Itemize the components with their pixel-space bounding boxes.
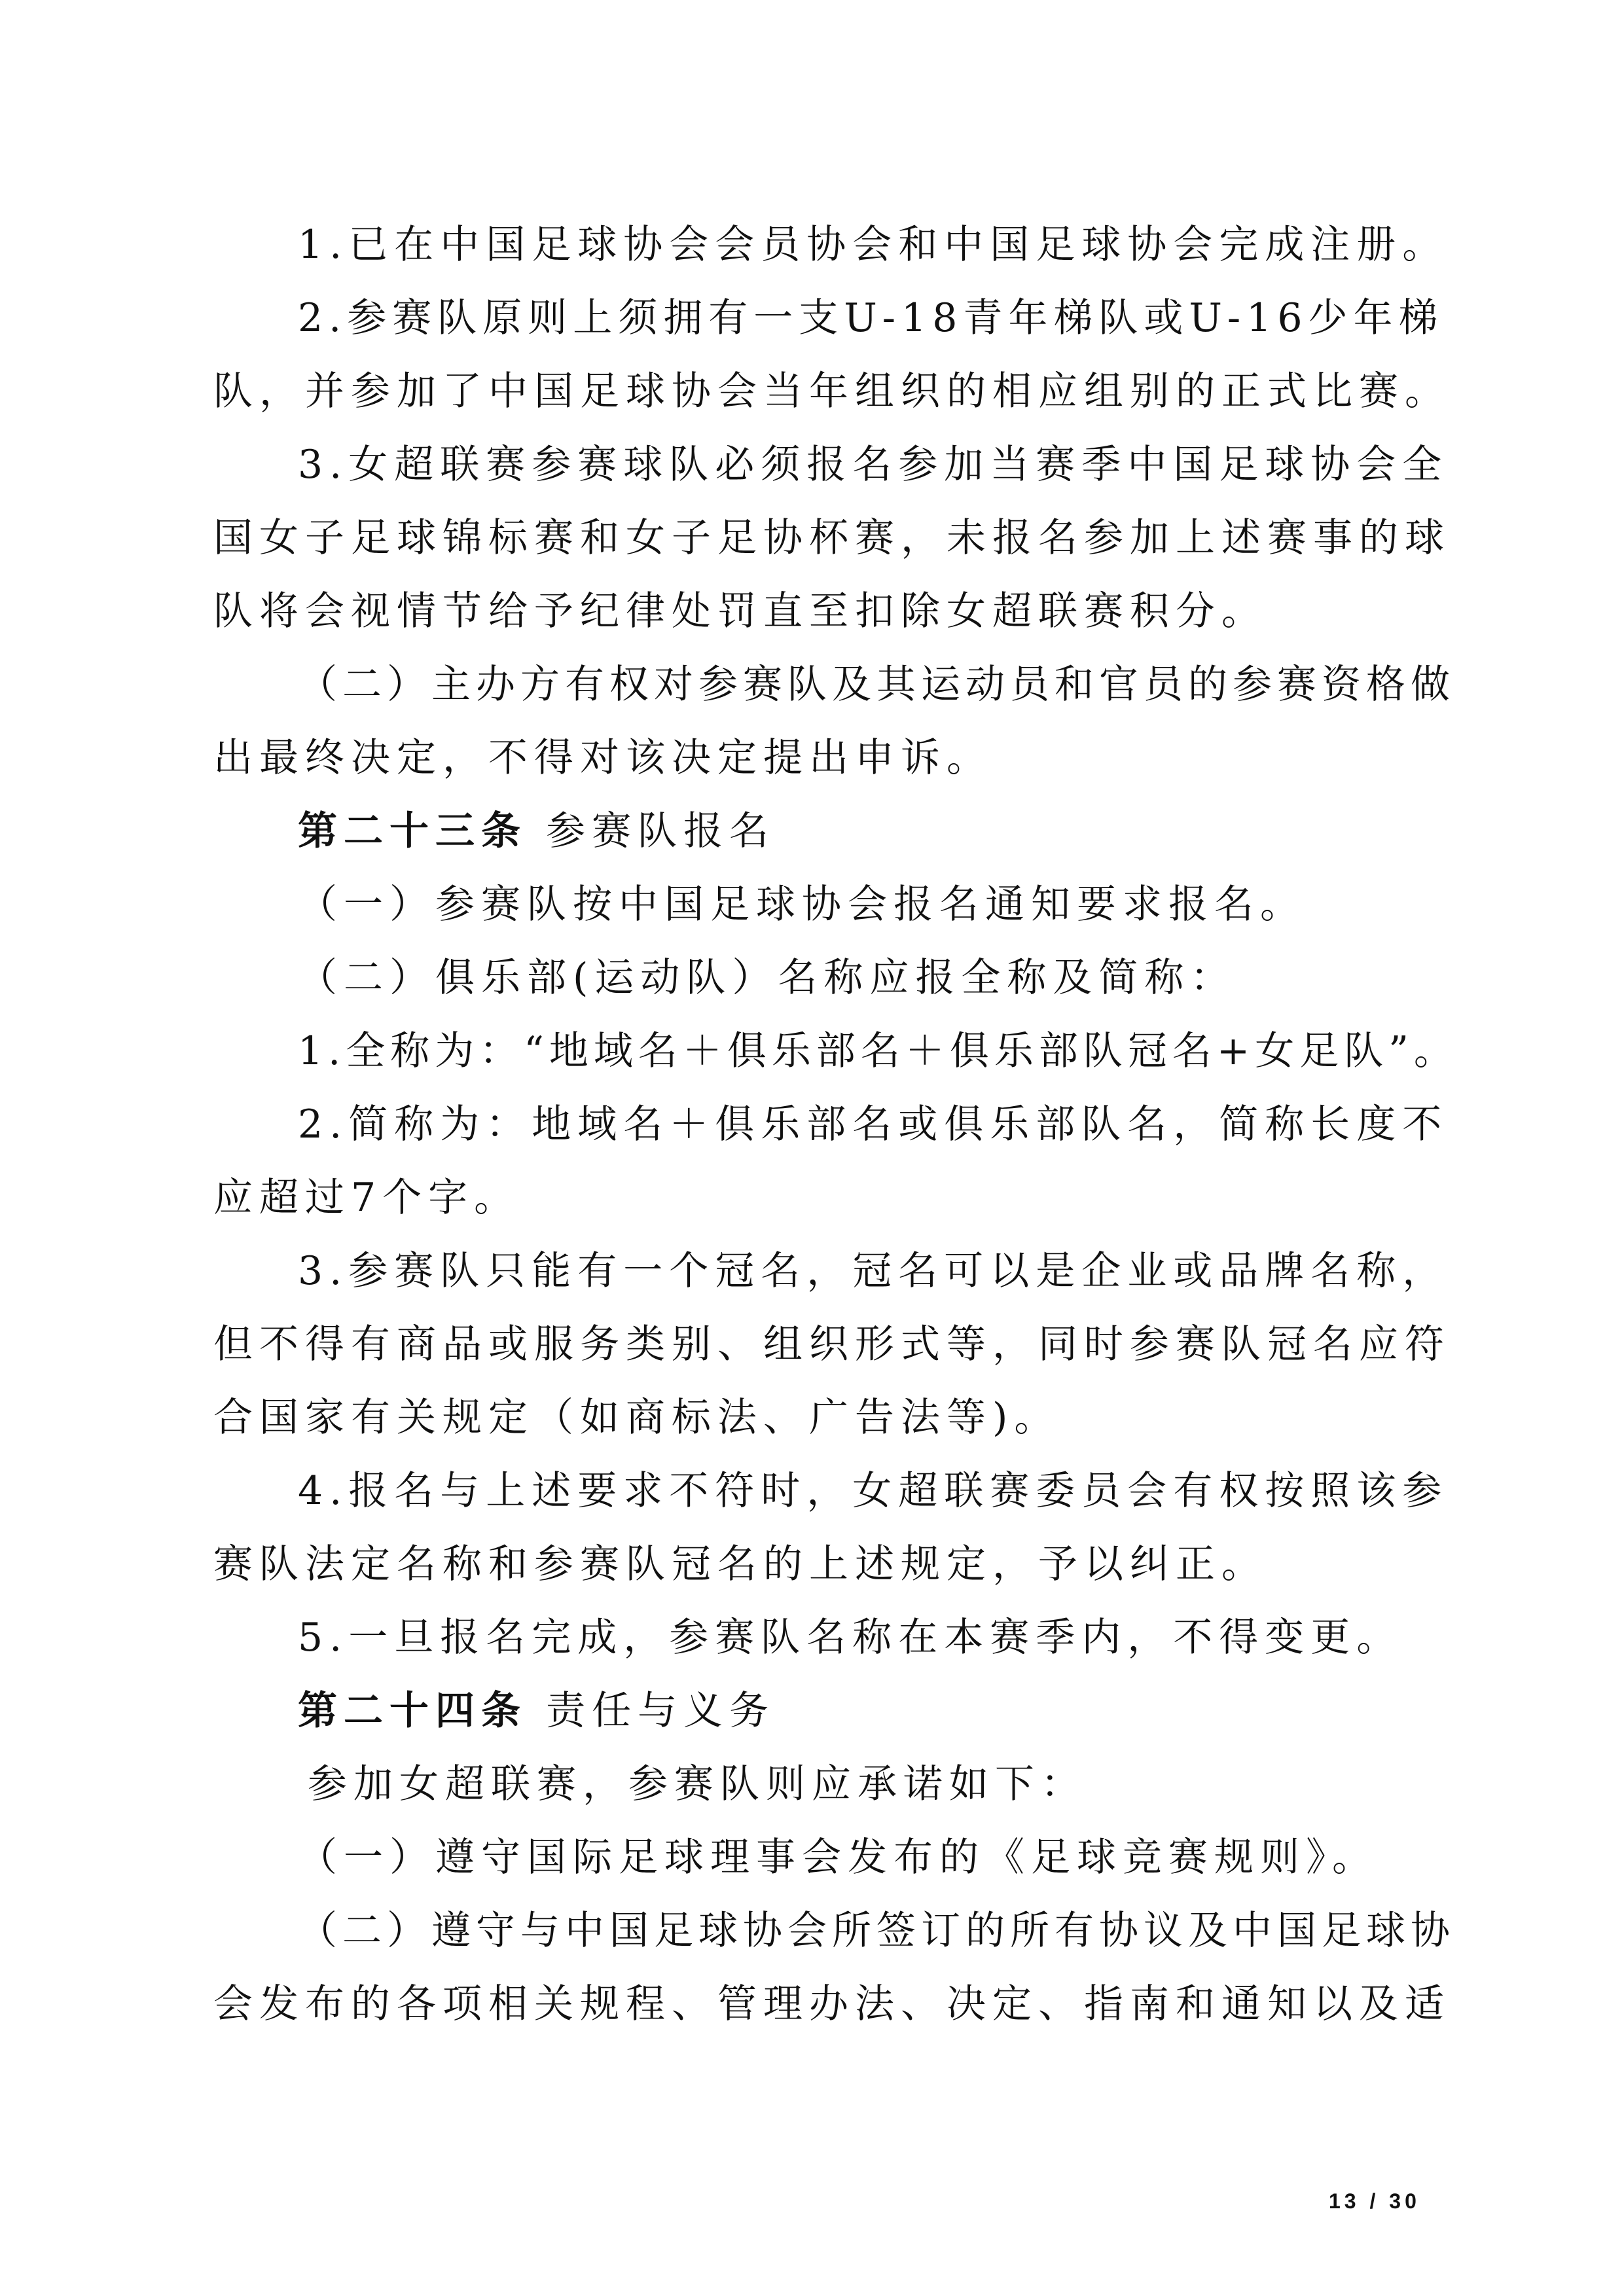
paragraph-line: 2.参赛队原则上须拥有一支U-18青年梯队或U-16少年梯: [298, 295, 1444, 341]
paragraph-line: 会发布的各项相关规程、管理办法、决定、指南和通知以及适: [213, 1981, 1451, 2027]
paragraph-line: 2.简称为：地域名＋俱乐部名或俱乐部队名，简称长度不: [298, 1102, 1449, 1147]
paragraph-line: 5.一旦报名完成，参赛队名称在本赛季内，不得变更。: [298, 1615, 1403, 1660]
paragraph-line: 赛队法定名称和参赛队冠名的上述规定，予以纠正。: [213, 1541, 1267, 1587]
paragraph-line: （二）俱乐部(运动队）名称应报全称及简称：: [298, 955, 1236, 1001]
article-heading-23: [298, 806, 775, 856]
article-number: 第二十四条: [298, 1688, 527, 1734]
paragraph-line: 参加女超联赛，参赛队则应承诺如下：: [308, 1761, 1087, 1807]
paragraph-line: （一）遵守国际足球理事会发布的《足球竞赛规则》。: [298, 1835, 1378, 1880]
paragraph-line: （一）参赛队按中国足球协会报名通知要求报名。: [298, 882, 1306, 927]
paragraph-line: 3.女超联赛参赛球队必须报名参加当赛季中国足球协会全: [298, 442, 1449, 488]
paragraph-line: 出最终决定，不得对该决定提出申诉。: [213, 735, 992, 781]
article-title: 责任与义务: [546, 1688, 776, 1734]
page-number: 13 / 30: [1329, 2189, 1420, 2213]
paragraph-line: 队将会视情节给予纪律处罚直至扣除女超联赛积分。: [213, 588, 1267, 634]
paragraph-line: （二）遵守与中国足球协会所签订的所有协议及中国足球协: [298, 1908, 1455, 1954]
paragraph-line: 国女子足球锦标赛和女子足协杯赛，未报名参加上述赛事的球: [213, 515, 1451, 561]
paragraph-line: （二）主办方有权对参赛队及其运动员和官员的参赛资格做: [298, 662, 1455, 708]
paragraph-line: 1.已在中国足球协会会员协会和中国足球协会完成注册。: [298, 222, 1449, 268]
paragraph-line: 但不得有商品或服务类别、组织形式等，同时参赛队冠名应符: [213, 1321, 1451, 1367]
paragraph-line: 队，并参加了中国足球协会当年组织的相应组别的正式比赛。: [213, 368, 1451, 414]
article-heading-24: [298, 1686, 775, 1736]
article-number: 第二十三条: [298, 808, 527, 854]
paragraph-line: 1.全称为：“地域名＋俱乐部名＋俱乐部队冠名+女足队”。: [298, 1028, 1458, 1074]
paragraph-line: 4.报名与上述要求不符时，女超联赛委员会有权按照该参: [298, 1468, 1449, 1514]
paragraph-line: 3.参赛队只能有一个冠名，冠名可以是企业或品牌名称，: [298, 1248, 1449, 1294]
article-title: 参赛队报名: [546, 808, 776, 854]
paragraph-line: 应超过7个字。: [213, 1175, 520, 1221]
paragraph-line: 合国家有关规定（如商标法、广告法等)。: [213, 1395, 1060, 1441]
